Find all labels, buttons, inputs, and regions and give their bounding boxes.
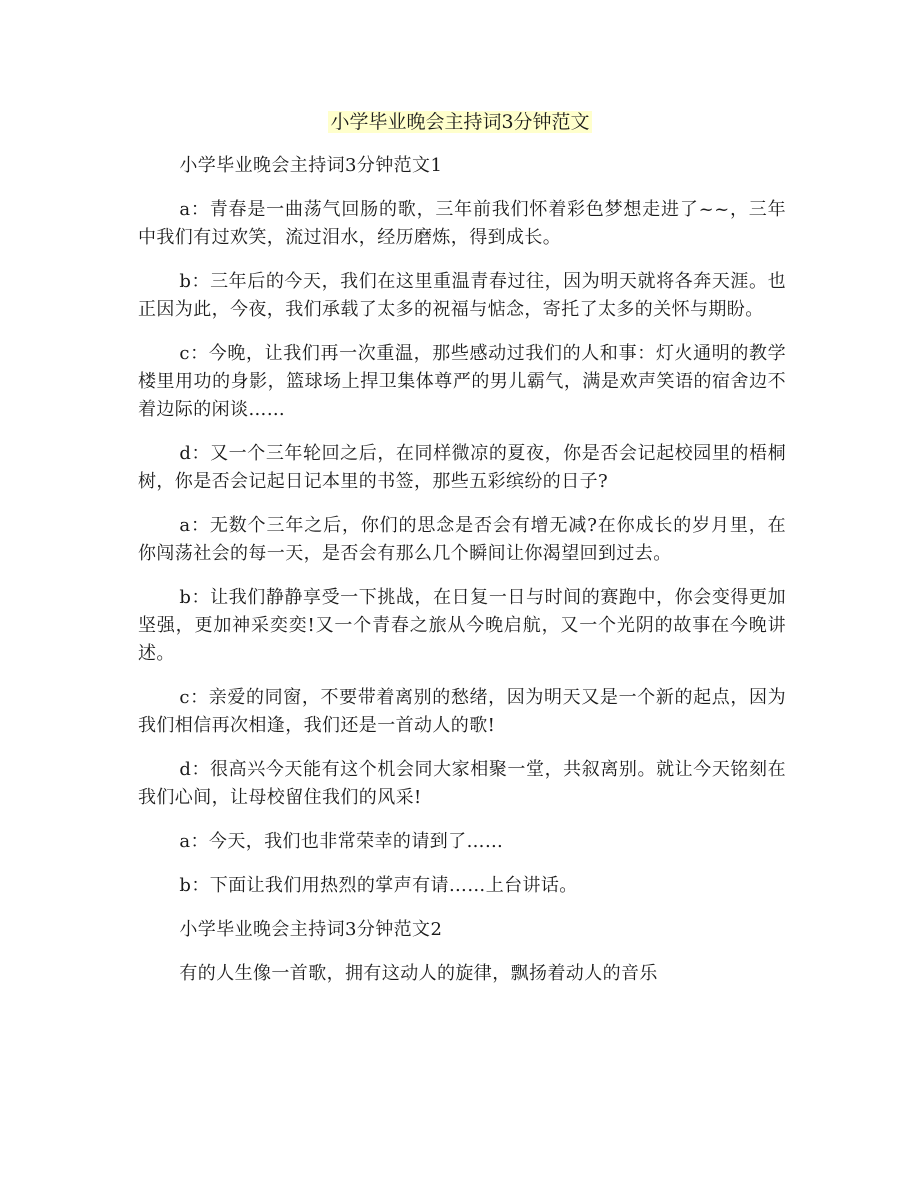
section-heading-2: 小学毕业晚会主持词3分钟范文2	[179, 919, 443, 940]
paragraph: 有的人生像一首歌，拥有这动人的旋律，飘扬着动人的音乐	[179, 963, 658, 984]
paragraph: b：让我们静静享受一下挑战，在日复一日与时间的赛跑中，你会变得更加坚强，更加神采奕奕!又一个青春之旅从今晚启航，又一个光阴的故事在今晚讲述。	[138, 587, 786, 664]
paragraph: b：下面让我们用热烈的掌声有请……上台讲话。	[179, 875, 578, 896]
document-title	[0, 108, 920, 136]
document-title-text: 小学毕业晚会主持词3分钟范文	[330, 111, 590, 133]
document-body	[138, 152, 786, 1004]
paragraph: a：今天，我们也非常荣幸的请到了……	[179, 831, 504, 852]
paragraph: a：青春是一曲荡气回肠的歌，三年前我们怀着彩色梦想走进了~~，三年中我们有过欢笑，流过泪水，经历磨炼，得到成长。	[138, 199, 786, 248]
paragraph: d：很高兴今天能有这个机会同大家相聚一堂，共叙离别。就让今天铭刻在我们心间，让母校留住我们的风采!	[138, 759, 786, 808]
paragraph: d：又一个三年轮回之后，在同样微凉的夏夜，你是否会记起校园里的梧桐树，你是否会记起日记本里的书签，那些五彩缤纷的日子?	[138, 443, 786, 492]
paragraph: c：今晚，让我们再一次重温，那些感动过我们的人和事：灯火通明的教学楼里用功的身影，篮球场上捍卫集体尊严的男儿霸气，满是欢声笑语的宿舍边不着边际的闲谈……	[138, 343, 786, 420]
paragraph: a：无数个三年之后，你们的思念是否会有增无减?在你成长的岁月里，在你闯荡社会的每一天，是否会有那么几个瞬间让你渴望回到过去。	[138, 515, 786, 564]
paragraph: b：三年后的今天，我们在这里重温青春过往，因为明天就将各奔天涯。也正因为此，今夜，我们承载了太多的祝福与惦念，寄托了太多的关怀与期盼。	[138, 271, 786, 320]
section-heading-1: 小学毕业晚会主持词3分钟范文1	[179, 155, 443, 176]
paragraph: c：亲爱的同窗，不要带着离别的愁绪，因为明天又是一个新的起点，因为我们相信再次相逢，我们还是一首动人的歌!	[138, 687, 786, 736]
